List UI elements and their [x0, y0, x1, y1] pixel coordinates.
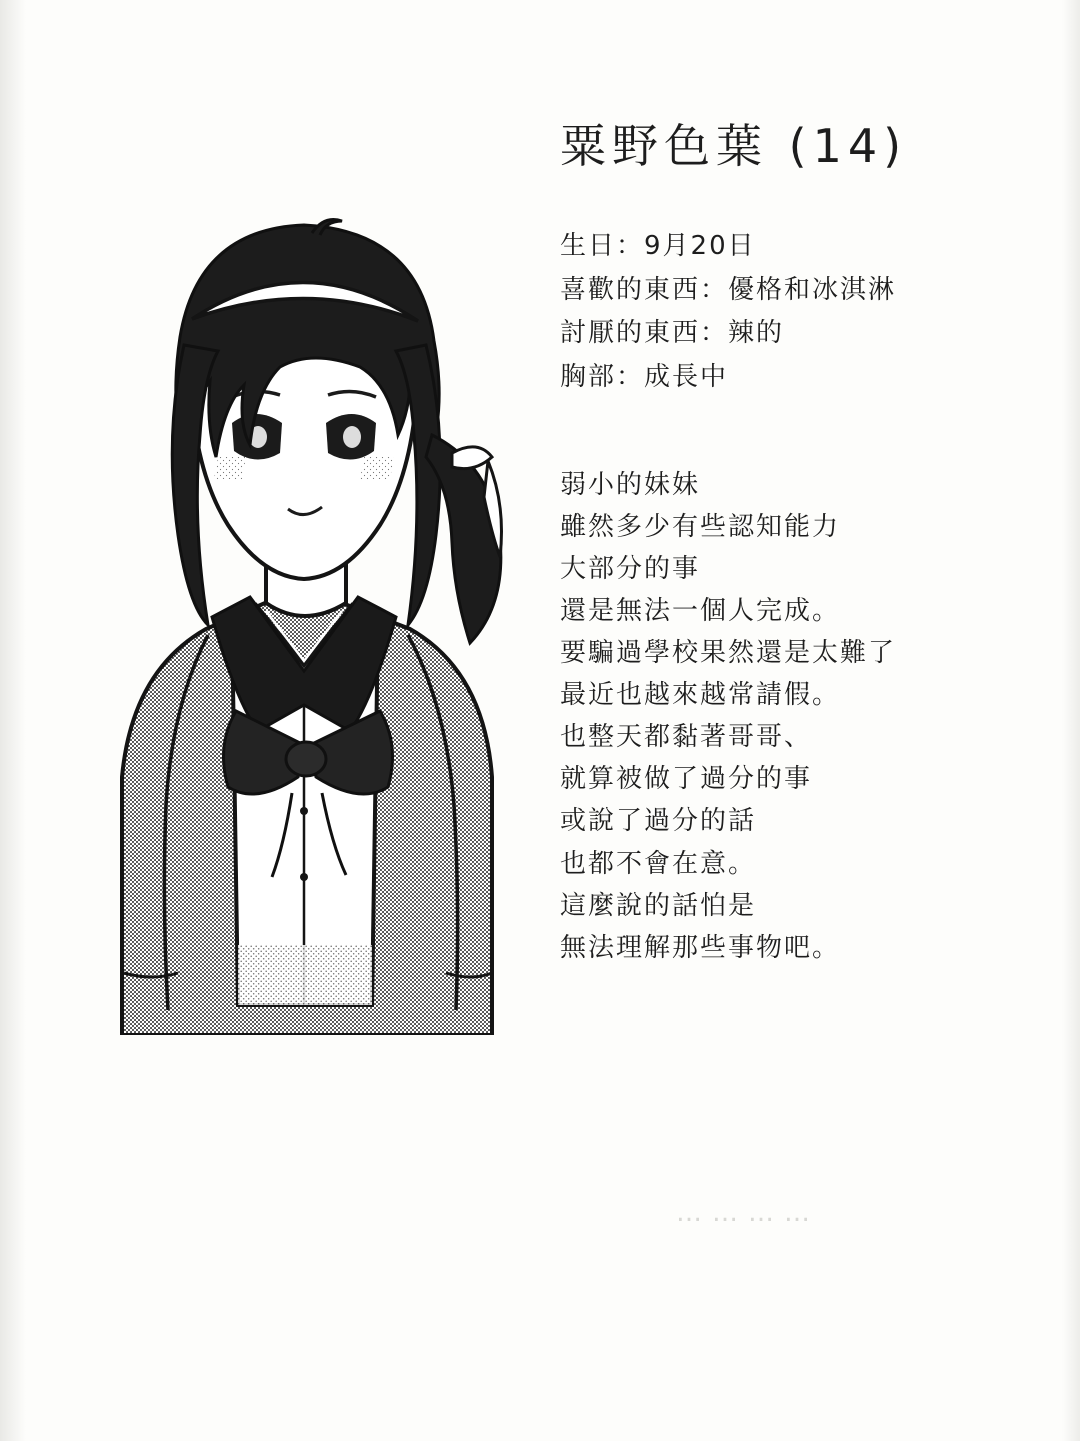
description-line: 要騙過學校果然還是太難了 [560, 638, 897, 669]
description-line: 弱小的妹妹 [560, 469, 701, 500]
description-line: 大部分的事 [560, 553, 701, 584]
character-stats-block [560, 225, 1040, 400]
description-line: 就算被做了過分的事 [560, 764, 813, 795]
description-line: 雖然多少有些認知能力 [560, 511, 841, 542]
description-line: 也整天都黏著哥哥、 [560, 722, 813, 753]
stat-likes: 喜歡的東西：優格和冰淇淋 [560, 274, 897, 305]
bleed-through-text: ………… [666, 1198, 810, 1228]
description-line: 這麼說的話怕是 [560, 890, 757, 921]
description-line: 也都不會在意。 [560, 848, 757, 879]
character-illustration [60, 105, 540, 1035]
stat-birthday: 生日：9月20日 [560, 230, 756, 261]
description-line: 或說了過分的話 [560, 806, 757, 837]
character-name-heading: 粟野色葉 (14) [560, 119, 908, 173]
character-description-block [560, 464, 1040, 969]
description-line: 無法理解那些事物吧。 [560, 932, 841, 963]
description-line: 還是無法一個人完成。 [560, 595, 841, 626]
description-line: 最近也越來越常請假。 [560, 680, 841, 711]
stat-chest: 胸部：成長中 [560, 361, 729, 392]
character-info-column [560, 120, 1040, 969]
stat-dislikes: 討厭的東西：辣的 [560, 318, 785, 349]
